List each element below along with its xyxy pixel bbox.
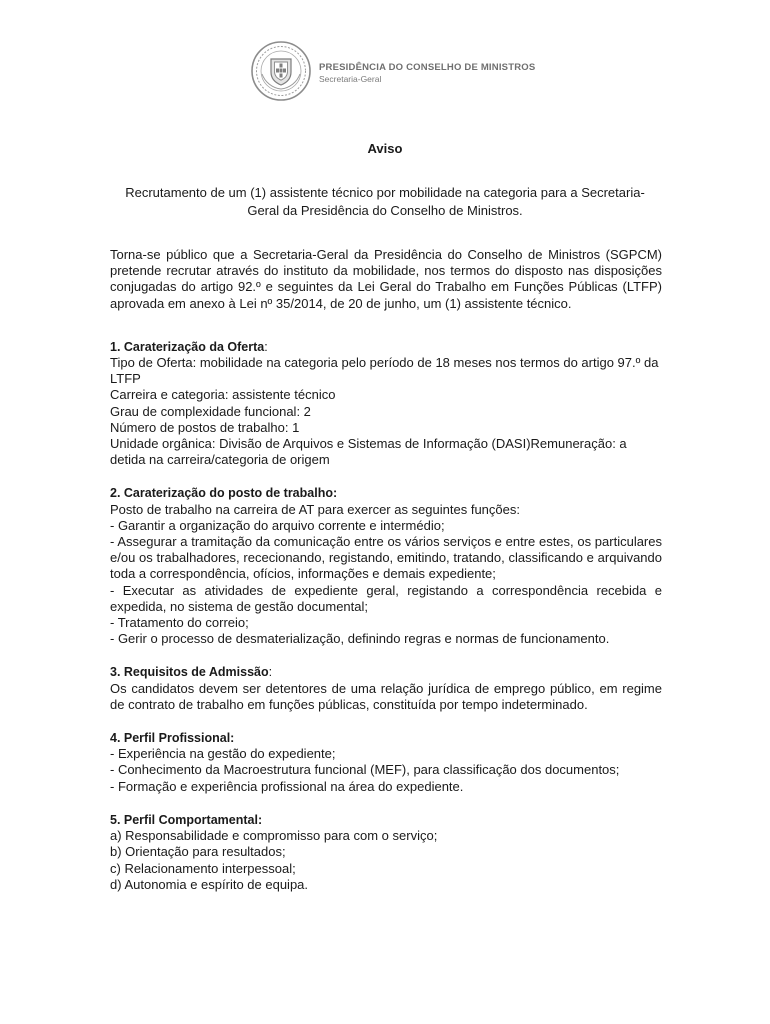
section-line: Unidade orgânica: Divisão de Arquivos e Sistemas de Informação (DASI)Remuneração: a detida na carreira/categoria de origem xyxy=(110,436,627,468)
section-line: - Experiência na gestão do expediente; xyxy=(110,746,336,762)
section-line: d) Autonomia e espírito de equipa. xyxy=(110,876,309,892)
section-line: - Formação e experiência profissional na área do expediente. xyxy=(110,778,464,794)
section-line: Tipo de Oferta: mobilidade na categoria pelo período de 18 meses nos termos do artigo 97.º da LTFP xyxy=(110,355,659,387)
page-title: Aviso xyxy=(367,141,403,156)
intro-paragraph: Torna-se público que a Secretaria-Geral da Presidência do Conselho de Ministros (SGPCM) pretende recrutar através do instituto da mobilidade, nos termos do disposto nas disposições conjugadas do artigo 92.º e seguintes da Lei Geral do Trabalho em Funções Públicas (LTFP) aprovada em anexo à Lei nº 35/2014, de 20 de junho, um (1) assistente técnico. xyxy=(110,247,662,311)
notice-body xyxy=(110,247,662,910)
section-line: b) Orientação para resultados; xyxy=(110,844,286,860)
org-subtitle: Secretaria-Geral xyxy=(319,74,382,84)
section-job-description xyxy=(110,485,662,647)
section-line: - Conhecimento da Macroestrutura funcional (MEF), para classificação dos documentos; xyxy=(110,762,620,778)
org-name: PRESIDÊNCIA DO CONSELHO DE MINISTROS xyxy=(319,62,536,73)
section-line: Carreira e categoria: assistente técnico xyxy=(110,387,336,403)
section-line: - Garantir a organização do arquivo corrente e intermédio; xyxy=(110,517,445,533)
section-line: c) Relacionamento interpessoal; xyxy=(110,860,296,876)
section-line: a) Responsabilidade e compromisso para com o serviço; xyxy=(110,828,438,844)
letterhead xyxy=(250,40,550,106)
section-heading: 5. Perfil Comportamental: xyxy=(110,812,263,827)
section-line: Os candidatos devem ser detentores de uma relação jurídica de emprego público, em regime de contrato de trabalho em funções públicas, constituída por tempo indeterminado. xyxy=(110,680,662,712)
notice-subtitle: Recrutamento de um (1) assistente técnico por mobilidade na categoria para a Secretaria-Geral da Presidência do Conselho de Ministros. xyxy=(125,185,645,218)
coat-of-arms-seal xyxy=(250,40,312,102)
section-offer xyxy=(110,339,662,469)
section-line: - Executar as atividades de expediente geral, registando a correspondência recebida e expedida, no sistema de gestão documental; xyxy=(110,582,662,614)
section-line: - Assegurar a tramitação da comunicação entre os vários serviços e entre estes, os particulares e/ou os trabalhadores, rececionando, registando, emitindo, tratando, classificando e arquivando toda a correspondência, ofícios, informações e demais expediente; xyxy=(110,534,662,582)
section-admission-requirements xyxy=(110,664,662,713)
section-line: Posto de trabalho na carreira de AT para exercer as seguintes funções: xyxy=(110,501,520,517)
section-line: Número de postos de trabalho: 1 xyxy=(110,419,300,435)
section-line: - Gerir o processo de desmaterialização, definindo regras e normas de funcionamento. xyxy=(110,631,610,647)
section-line: Grau de complexidade funcional: 2 xyxy=(110,403,311,419)
section-professional-profile xyxy=(110,730,662,795)
section-heading: 3. Requisitos de Admissão: xyxy=(110,665,273,680)
section-heading: 2. Caraterização do posto de trabalho: xyxy=(110,486,338,501)
section-line: - Tratamento do correio; xyxy=(110,615,249,631)
section-heading: 4. Perfil Profissional: xyxy=(110,731,235,746)
section-heading: 1. Caraterização da Oferta: xyxy=(110,339,268,354)
section-behavioral-profile xyxy=(110,812,662,893)
